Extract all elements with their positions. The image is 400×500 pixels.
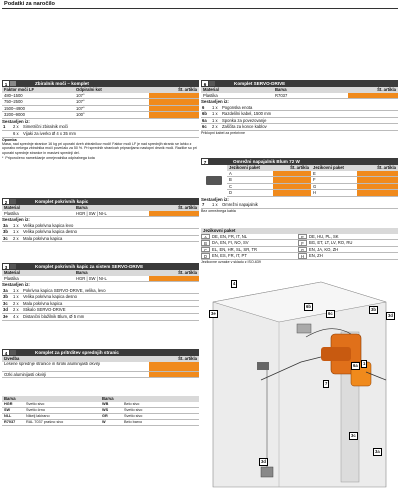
col-material: Material	[4, 270, 20, 275]
color-name: Svetlo sivo	[26, 401, 45, 406]
article-cell	[273, 177, 311, 183]
lang-list: EN, ZH	[309, 253, 323, 259]
part-desc: Velika pokrivna kapica desno	[23, 294, 78, 300]
star-mark: *	[2, 156, 4, 161]
lang-key: B	[201, 240, 210, 246]
lang-list: EL, EN, HR, SL, SR, TR	[212, 246, 258, 252]
article-cell	[348, 93, 398, 99]
col-color: Barva	[275, 87, 287, 92]
part-row	[201, 111, 398, 118]
article-cell	[149, 106, 199, 112]
color-code: W	[102, 419, 106, 424]
lang-list: DA, EN, FI, NO, SV	[212, 240, 249, 246]
table-row	[2, 106, 199, 113]
bracket-icon	[10, 350, 16, 355]
part-key: 6b	[202, 111, 207, 117]
part-qty: 1 x	[13, 229, 19, 235]
color-name: RAL 7037 prašno sivo	[26, 419, 64, 424]
article-cell	[357, 190, 398, 196]
part-qty: 1 x	[13, 222, 19, 228]
table-row	[2, 99, 199, 106]
callout-1: 1	[363, 361, 366, 366]
col-art: Št. artikla	[290, 165, 309, 170]
col-lang: Jezikovni paket	[229, 165, 260, 170]
part-desc: Omrežni napajalnik	[222, 202, 258, 208]
color-legend	[2, 396, 199, 426]
col-version: Izvedba	[4, 356, 20, 361]
part-desc: Mala pokrivna kapica	[23, 235, 63, 241]
table-row	[201, 93, 398, 100]
part-row	[2, 294, 199, 301]
section-4-title: Komplet za pritrditev sprednjih stranic	[35, 350, 119, 355]
lang-list: DE, EN, FR, IT, NL	[212, 233, 248, 239]
power-supply-icon	[206, 176, 222, 185]
article-cell	[149, 276, 199, 282]
col-art: Št. artikla	[178, 356, 197, 361]
part-qty: 1 x	[13, 287, 19, 293]
part-key: 3c	[3, 300, 8, 306]
section-6-number: 6	[201, 80, 209, 87]
part-qty: 6 x	[13, 131, 19, 137]
table-row	[2, 211, 199, 218]
section-6	[201, 80, 398, 135]
version-cell: Ozki aluminijasti okvirji	[4, 371, 47, 377]
lang-key: E	[298, 234, 307, 240]
lang-list: EN, ES, FR, IT, PT	[212, 253, 247, 259]
force-element-icon	[10, 81, 16, 86]
lf-cell: 1500–4900	[4, 105, 25, 111]
color-cell: R7037	[275, 92, 288, 98]
part-desc: Distančni blažilnik Blum, Ø 5 mm	[23, 314, 85, 320]
part-desc: Stikalo SERVO-DRIVE	[23, 307, 66, 313]
table-row	[2, 112, 199, 119]
lang-key: A	[201, 234, 210, 240]
callout-4: 4	[233, 281, 236, 286]
angle-cell: 107°	[76, 105, 85, 111]
lang-key: D	[201, 253, 210, 259]
part-key: 3b	[3, 229, 8, 235]
section-7-note: Bez omrežnega kabla	[201, 209, 236, 214]
part-row	[201, 202, 398, 209]
switch-unit	[261, 467, 273, 477]
col-art: Št. artikla	[178, 270, 197, 275]
language-row	[201, 253, 398, 260]
callout-3d-lower: 3d	[261, 459, 266, 464]
table-row	[227, 184, 398, 191]
lang-key: C	[201, 247, 210, 253]
part-key: 7	[202, 202, 205, 208]
cap-icon	[10, 264, 16, 269]
angle-cell: 107°	[76, 99, 85, 105]
table-row	[2, 93, 199, 100]
part-key	[2, 131, 13, 137]
section-1-rows	[2, 93, 199, 119]
color-code: GR	[102, 413, 108, 418]
lang-list: EN, JA, KO, ZH	[309, 246, 339, 252]
section-2-sub: Sestavljen iz:	[2, 217, 30, 223]
part-key: 3c	[3, 235, 8, 241]
language-row	[201, 240, 398, 247]
color-code: R7037	[4, 419, 16, 424]
legend-rows	[2, 402, 199, 426]
section-7-sub: Sestavljen iz:	[201, 196, 229, 202]
callout-3d: 3d	[388, 313, 393, 318]
part-desc: Sponka za povezovanje	[222, 117, 267, 123]
color-cell: HGR | SW | NI-L	[76, 275, 107, 281]
part-row	[2, 288, 199, 295]
material-cell: Plastika	[4, 210, 19, 216]
lang-cell: C	[229, 183, 233, 189]
section-7-title: Omrežni napajalnik Blum 72 W	[233, 159, 300, 164]
part-qty: 2 x	[13, 124, 19, 130]
lang-list: BG, ET, LT, LV, RO, RU	[309, 240, 353, 246]
col-art: Št. artikla	[178, 87, 197, 92]
callout-6b: 6b	[306, 304, 311, 309]
table-row	[227, 171, 398, 178]
drive-unit	[321, 347, 351, 361]
section-3-parts	[2, 288, 199, 321]
article-cell	[149, 112, 199, 118]
lang-cell: E	[313, 170, 316, 176]
languages-head: Jezikovni paket	[201, 228, 398, 234]
part-qty: 1 x	[212, 117, 218, 123]
section-3	[2, 263, 199, 321]
part-row	[2, 131, 199, 138]
part-qty: 2 x	[212, 124, 218, 130]
section-1	[2, 80, 199, 161]
color-code: SW	[4, 407, 11, 412]
section-3-number: 3	[2, 263, 10, 270]
col-color: Barva	[76, 205, 88, 210]
part-desc: Pogonska enota	[222, 104, 253, 110]
color-name: Belo barvo	[124, 419, 143, 424]
col-art: Št. artikla	[377, 165, 396, 170]
lf-cell: 3200–9000	[4, 112, 25, 118]
material-cell: Plastika	[4, 275, 19, 281]
cable-clip	[297, 324, 311, 333]
legend-row	[2, 420, 199, 426]
section-1-note-head: Opomba	[2, 137, 17, 142]
part-qty: 1 x	[13, 294, 19, 300]
part-desc: Vijaki za iverko Ø 4 x 35 mm	[23, 131, 76, 137]
section-4-number: 4	[2, 349, 10, 356]
part-desc: Pokrivna kapica SERVO-DRIVE, velika, levo	[23, 287, 106, 293]
part-desc: Velika pokrivna kapica desno	[23, 229, 78, 235]
section-6-extra: Priklopni kabel za prekrivne	[201, 131, 245, 136]
part-desc: Mala pokrivna kapica	[23, 300, 63, 306]
part-key: 3a	[3, 222, 8, 228]
article-cell	[357, 184, 398, 190]
part-desc: Velika pokrivna kapica levo	[23, 222, 74, 228]
section-6-title: Komplet SERVO-DRIVE	[234, 81, 286, 86]
color-code: WS	[102, 407, 109, 412]
section-6-sub: Sestavljen iz:	[201, 99, 229, 105]
section-1-sub: Sestavljen iz:	[2, 118, 30, 124]
col-lang: Jezikovni paket	[313, 165, 344, 170]
section-7-rows	[227, 171, 398, 197]
color-name: Nikelj lakirano	[26, 413, 50, 418]
material-cell: Plastika	[203, 92, 218, 98]
part-qty: 2 x	[13, 307, 19, 313]
table-row	[2, 276, 199, 283]
lang-key: H	[298, 253, 307, 259]
language-row	[201, 247, 398, 254]
part-desc: Simetrični zbiralnik moči	[23, 124, 68, 130]
article-cell	[273, 184, 311, 190]
lang-cell: H	[313, 190, 317, 196]
part-row	[2, 314, 199, 321]
part-key: 3b	[3, 294, 8, 300]
lf-cell: 480–1500	[4, 92, 23, 98]
article-cell	[149, 99, 199, 105]
section-3-header	[2, 263, 199, 270]
callout-7: 7	[325, 381, 328, 386]
part-desc: Zaščita za konce kablov	[222, 124, 267, 130]
lang-key: G	[298, 247, 307, 253]
drive-unit-icon	[209, 81, 215, 86]
lang-list: DE, HU, PL, SK	[309, 233, 339, 239]
section-3-title: Komplet pokrivnih kapic za sistem SERVO-DRIVE	[35, 264, 144, 269]
lang-key: F	[298, 240, 307, 246]
section-7-parts	[201, 202, 398, 209]
section-1-title: Zbiralnik moči – komplet	[35, 81, 89, 86]
part-qty: 1 x	[212, 202, 218, 208]
part-row	[201, 118, 398, 125]
language-rows	[201, 234, 398, 260]
part-row	[201, 124, 398, 131]
article-cell	[149, 93, 199, 99]
article-cell	[149, 211, 199, 217]
page-title: Podatki za naročilo	[4, 1, 55, 7]
lang-cell: F	[313, 177, 316, 183]
color-name: Svetlo črno	[26, 407, 45, 412]
color-name: Svetlo sivo	[124, 407, 143, 412]
part-key: 6a	[202, 117, 207, 123]
part-key: 6c	[202, 124, 207, 130]
part-row	[201, 105, 398, 112]
section-3-sub: Sestavljen iz:	[2, 282, 30, 288]
col-lf: Faktor moči LF	[4, 87, 35, 92]
col-art: Št. artikla	[178, 205, 197, 210]
section-1-note: Masa, nad sprednje stranice 16 kg pri uporabi dveh zbiralnikov moči! Faktor moči LF je nad sprednjih stranic se lahko z uporabo nekega zbiralnika moči povečalo za 50 %. Pri sprednih stranicah pripravljamo nastopni drsnik moči. Razlike so pri uporabi sprednje stranice in masivni sprednji del.	[2, 142, 197, 155]
part-qty: 1 x	[212, 111, 218, 117]
part-qty: 1 x	[212, 104, 218, 110]
col-material: Material	[203, 87, 219, 92]
color-code: HGR	[4, 401, 13, 406]
callout-6a: 6a	[353, 363, 358, 368]
section-7-number: 7	[201, 158, 209, 165]
table-row	[2, 372, 199, 379]
lang-cell: G	[313, 183, 317, 189]
section-1-header	[2, 80, 199, 87]
lang-cell: D	[229, 190, 233, 196]
callout-3c: 3c	[351, 433, 356, 438]
section-2-header	[2, 198, 199, 205]
part-row	[2, 223, 199, 230]
section-2-number: 2	[2, 198, 10, 205]
part-row	[2, 229, 199, 236]
table-row	[227, 190, 398, 197]
section-1-parts	[2, 124, 199, 137]
legend-col-a: Barva	[4, 396, 16, 401]
color-code: WB	[102, 401, 109, 406]
col-art: Št. artikla	[377, 87, 396, 92]
article-cell	[149, 372, 199, 378]
part-qty: 4 x	[13, 314, 19, 320]
section-6-parts	[201, 105, 398, 131]
section-2	[2, 198, 199, 242]
part-row	[2, 301, 199, 308]
col-color: Barva	[76, 270, 88, 275]
article-cell	[357, 177, 398, 183]
version-cell: Lesene sprednje stranice in široki aluminijasti okvirji	[4, 361, 100, 366]
section-6-header	[201, 80, 398, 87]
title-rule	[2, 8, 398, 9]
section-2-title: Komplet pokrivnih kapic	[35, 199, 89, 204]
color-name: Svetlo sivo	[124, 413, 143, 418]
part-key: 3d	[3, 307, 8, 313]
part-qty: 2 x	[13, 300, 19, 306]
section-4-header	[2, 349, 199, 356]
table-row	[227, 177, 398, 184]
callout-3b: 3b	[371, 307, 376, 312]
part-key: 3a	[3, 287, 8, 293]
article-cell	[273, 190, 311, 196]
section-1-thumb	[10, 80, 32, 87]
lf-cell: 750–2500	[4, 99, 23, 105]
part-row	[2, 307, 199, 314]
power-supply	[257, 362, 269, 370]
color-cell: HGR | SW | NI-L	[76, 210, 107, 216]
part-key: 1	[3, 124, 6, 130]
section-4	[2, 349, 199, 378]
callout-6c: 6c	[328, 311, 333, 316]
color-code: NI-L	[4, 413, 12, 418]
article-cell	[357, 171, 398, 177]
part-row	[2, 124, 199, 131]
table-row	[2, 362, 199, 372]
lang-cell: B	[229, 177, 232, 183]
section-7-header	[201, 158, 398, 165]
part-row	[2, 236, 199, 243]
section-7	[201, 158, 398, 213]
legend-col-c: Barva	[102, 396, 114, 401]
callout-3a: 3a	[375, 449, 380, 454]
color-name: Belo sivo	[124, 401, 140, 406]
lang-cell: A	[229, 170, 232, 176]
section-1-number: 1	[2, 80, 10, 87]
callout-3e: 3e	[211, 311, 216, 316]
part-qty: 2 x	[13, 235, 19, 241]
angle-cell: 100°	[76, 112, 85, 118]
article-cell	[273, 171, 311, 177]
angle-cell: 107°	[76, 92, 85, 98]
article-cell	[149, 362, 199, 371]
section-2-parts	[2, 223, 199, 243]
part-key: 3e	[3, 314, 8, 320]
language-row	[201, 234, 398, 241]
language-packages	[201, 228, 398, 264]
col-angle: Odpiralni kot	[76, 87, 102, 92]
languages-foot: Jezikovne oznake v skladu z ISO-639	[201, 259, 261, 264]
col-material: Material	[4, 205, 20, 210]
part-desc: Razdelilni kabel, 1500 mm	[222, 111, 272, 117]
section-1-star-note: Priporočeno nameščanje omejevalnika odpiralnega kota	[5, 156, 95, 161]
cap-icon	[10, 199, 16, 204]
part-key: 6	[202, 104, 205, 110]
